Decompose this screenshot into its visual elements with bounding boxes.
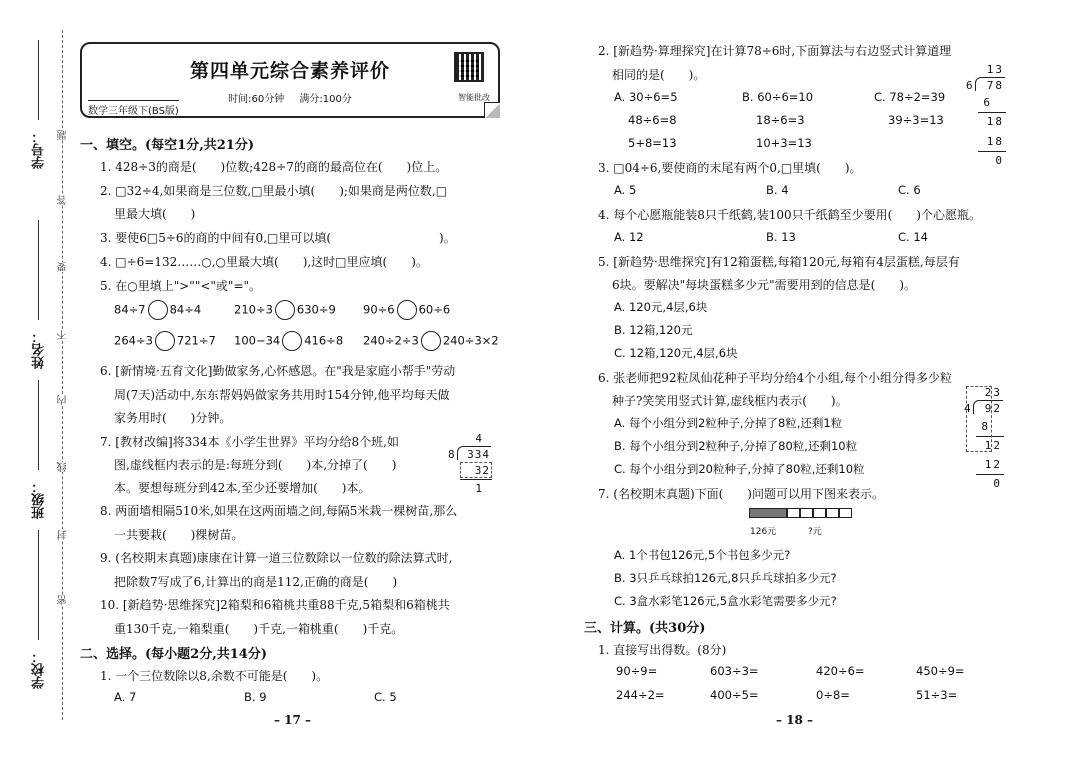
option[interactable]: B. 13 [766,230,796,244]
exam-title: 第四单元综合素养评价 [189,60,390,82]
option[interactable]: A. 1个书包126元,5个书包多少元? [614,548,791,562]
option[interactable]: A. 5 [614,183,637,197]
option[interactable]: C. 3盒水彩笔126元,5盒水彩笔需要多少元? [614,594,837,608]
grade-label: 数学三年级下(BS版) [88,100,179,117]
cut-mark: 线 [58,462,69,472]
compare-item: 100−34 416÷8 [234,331,343,351]
question: 9. (名校期末真题)康康在计算一道三位数除以一位数的除法算式时, [100,551,453,565]
option[interactable]: B. 4 [766,183,789,197]
long-division-c6: 23 4 92 8 12 12 0 [964,386,1002,490]
long-division-q7: 4 8 334 32 1 [448,432,490,495]
answer-circle[interactable] [397,300,417,320]
right-page [540,0,1080,764]
compare-item: 210÷3 630÷9 [234,300,336,320]
school-label: 学校： [32,650,47,689]
question: 1. 一个三位数除以8,余数不可能是( )。 [100,669,329,683]
question: 2. □32÷4,如果商是三位数,□里最小填( );如果商是两位数,□ [100,184,448,198]
page-fold-icon [484,102,500,118]
answer-circle[interactable] [148,300,168,320]
name-label: 姓名： [32,330,47,369]
question: 本。要想每班分到42本,至少还要增加( )本。 [114,481,371,495]
option[interactable]: A. 12 [614,230,644,244]
exam-time: 时间:60分钟 [228,94,285,105]
section-title: 一、填空。(每空1分,共21分) [80,138,254,153]
option[interactable]: C. 12箱,120元,4层,6块 [614,346,738,360]
long-division-c2: 13 6 78 6 18 18 0 [966,63,1004,167]
calc-item[interactable]: 450÷9= [916,664,965,678]
question: 周(7天)活动中,东东帮妈妈做家务共用时154分钟,他平均每天做 [114,388,450,402]
question: 6块。要解决"每块蛋糕多少元"需要用到的信息是( )。 [612,278,917,292]
section-title: 三、计算。(共30分) [584,621,706,636]
student-id-field[interactable] [38,40,39,120]
bar-segment [839,508,852,518]
question: 重130千克,一箱梨重( )千克,一箱桃重( )千克。 [114,622,404,636]
calc-item[interactable]: 244÷2= [616,688,665,702]
question: 6. [新情境·五育文化]勤做家务,心怀感恩。在"我是家庭小帮手"劳动 [100,364,456,378]
cut-mark: 题 [58,130,69,140]
cut-mark: 答 [58,195,69,205]
answer-circle[interactable] [421,331,441,351]
student-id-label: 学号： [32,130,47,169]
bar-segment [813,508,826,518]
question: 图,虚线框内表示的是:每班分到( )本,分掉了( ) [114,458,397,472]
bar-known [749,508,787,518]
bar-segment [800,508,813,518]
question: 种子?笑笑用竖式计算,虚线框内表示( )。 [612,394,848,408]
option-line: 10+3=13 [756,136,812,150]
page-number: – 17 – [274,713,312,727]
question: 把除数7写成了6,计算出的商是112,正确的商是( ) [114,575,398,589]
option-line: 39÷3=13 [888,113,944,127]
question: 2. [新趋势·算理探究]在计算78÷6时,下面算法与右边竖式计算道理 [598,44,952,58]
question: 8. 两面墙相隔510米,如果在这两面墙之间,每隔5米栽一棵树苗,那么 [100,504,458,518]
option-line: 48÷6=8 [628,113,677,127]
calc-item[interactable]: 51÷3= [916,688,958,702]
option[interactable]: B. 12箱,120元 [614,323,693,337]
question: 4. □÷6=132……○,○里最大填( ),这时□里应填( )。 [100,255,428,269]
question: 3. 要使6□5÷6的商的中间有0,□里可以填( )。 [100,231,456,245]
page-number: – 18 – [776,713,814,727]
compare-item: 264÷3 721÷7 [114,331,216,351]
cut-mark: 不 [58,330,69,340]
calc-item[interactable]: 90÷9= [616,664,658,678]
answer-circle[interactable] [282,331,302,351]
question: 10. [新趋势·思维探究]2箱梨和6箱桃共重88千克,5箱梨和6箱桃共 [100,598,450,612]
question: 相同的是( )。 [612,68,706,82]
exam-score: 满分:100分 [299,94,352,105]
option[interactable]: B. 3只乒乓球拍126元,8只乒乓球拍多少元? [614,571,837,585]
calc-item[interactable]: 400÷5= [710,688,759,702]
calc-item[interactable]: 420÷6= [816,664,865,678]
compare-item: 240÷2÷3 240÷3×2 [363,331,499,351]
qr-code-icon[interactable] [454,52,484,82]
qr-label: 智能批改 [458,93,490,102]
question: 家务用时( )分钟。 [114,411,232,425]
question: 一共要栽( )棵树苗。 [114,528,244,542]
cut-mark: 内 [58,395,69,405]
question: 4. 每个心愿瓶能装8只千纸鹤,装100只千纸鹤至少要用( )个心愿瓶。 [598,208,981,222]
question: 7. (名校期末真题)下面( )问题可以用下图来表示。 [598,487,884,501]
exam-header [80,42,500,118]
compare-item: 84÷7 84÷4 [114,300,201,320]
compare-item: 90÷6 60÷6 [363,300,450,320]
option[interactable]: A. 120元,4层,6块 [614,300,708,314]
question: 3. □04÷6,要使商的末尾有两个0,□里填( )。 [598,161,862,175]
section-title: 二、选择。(每小题2分,共14分) [80,647,267,662]
calc-item[interactable]: 0÷8= [816,688,850,702]
question: 6. 张老师把92粒凤仙花种子平均分给4个小组,每个小组分得多少粒 [598,371,952,385]
option[interactable]: C. 14 [898,230,928,244]
bar-segment [787,508,800,518]
cut-mark: 要 [58,262,69,272]
option[interactable]: B. 60÷6=10 [742,90,814,104]
calc-item[interactable]: 603÷3= [710,664,759,678]
answer-circle[interactable] [155,331,175,351]
name-field[interactable] [38,220,39,320]
answer-circle[interactable] [275,300,295,320]
question: 1. 428÷3的商是( )位数;428÷7的商的最高位在( )位上。 [100,160,448,174]
school-field[interactable] [38,530,39,640]
class-label: 班级： [32,480,47,519]
dashed-box [966,386,992,452]
option[interactable]: A. 30÷6=5 [614,90,678,104]
class-field[interactable] [38,380,39,470]
option-line: 18÷6=3 [756,113,805,127]
question: 5. [新趋势·思维探究]有12箱蛋糕,每箱120元,每箱有4层蛋糕,每层有 [598,255,960,269]
bar-segment [826,508,839,518]
bar-label-known: 126元 [750,527,777,537]
question: 里最大填( ) [114,207,196,221]
option[interactable]: B. 每个小组分到2粒种子,分掉了80粒,还剩10粒 [614,439,858,453]
bar-label-unknown: ?元 [808,527,822,537]
option[interactable]: C. 78÷2=39 [874,90,946,104]
option[interactable]: C. 6 [898,183,921,197]
option[interactable]: C. 5 [374,690,397,704]
cut-mark: 密 [58,595,69,605]
option[interactable]: B. 9 [244,690,267,704]
question: 5. 在○里填上">""<"或"="。 [100,279,262,293]
question: 7. [教材改编]将334本《小学生世界》平均分给8个班,如 [100,435,399,449]
binding-margin [0,30,72,720]
option-line: 5+8=13 [628,136,677,150]
cut-mark: 封 [58,530,69,540]
option[interactable]: A. 每个小组分到2粒种子,分掉了8粒,还剩1粒 [614,416,843,430]
option[interactable]: A. 7 [114,690,137,704]
option[interactable]: C. 每个小组分到20粒种子,分掉了80粒,还剩10粒 [614,462,865,476]
dashed-box [460,462,492,478]
question: 1. 直接写出得数。(8分) [598,643,727,657]
